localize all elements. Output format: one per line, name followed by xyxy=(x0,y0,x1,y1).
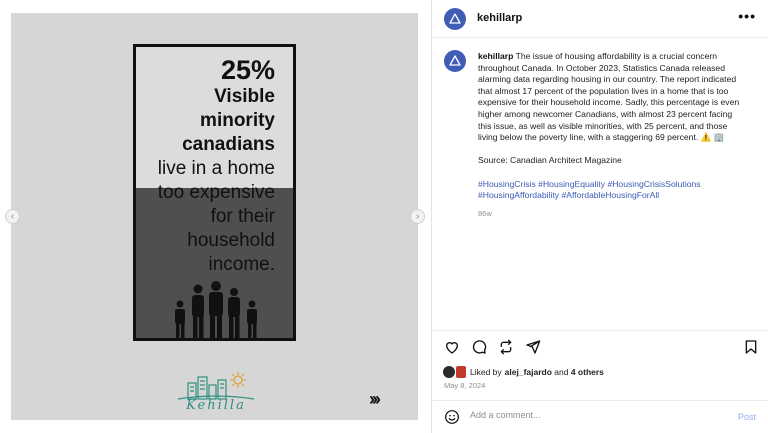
text-visible: Visible xyxy=(214,86,275,107)
percent-text: 25% xyxy=(220,55,275,85)
carousel-prev-button[interactable]: ‹ xyxy=(5,209,20,224)
logo-buildings-icon xyxy=(174,371,258,401)
liker-avatar[interactable] xyxy=(443,366,455,378)
comment-input[interactable] xyxy=(470,410,710,420)
send-icon[interactable] xyxy=(525,339,541,355)
likes-prefix: Liked by xyxy=(470,367,502,377)
emoji-icon[interactable] xyxy=(444,409,460,425)
caption-avatar[interactable] xyxy=(444,50,466,72)
logo-text: Kehilla xyxy=(186,398,246,413)
comment-bar xyxy=(432,400,768,433)
comment-icon[interactable] xyxy=(471,339,487,355)
triangle-icon xyxy=(448,54,462,68)
likes-middle: and xyxy=(551,367,571,377)
carousel-next-button[interactable]: › xyxy=(410,209,425,224)
caption-source: Source: Canadian Architect Magazine xyxy=(478,155,622,166)
kehilla-logo xyxy=(174,371,258,413)
text-live: live in a home xyxy=(157,158,275,179)
likes-user[interactable]: alej_fajardo xyxy=(504,367,552,377)
heart-icon[interactable] xyxy=(444,339,460,355)
infographic-text xyxy=(158,55,275,277)
more-options-icon[interactable]: ••• xyxy=(738,8,756,24)
text-canadians: canadians xyxy=(182,134,275,155)
avatar[interactable] xyxy=(444,8,466,30)
post-date[interactable]: May 8, 2024 xyxy=(444,381,486,390)
likes-others[interactable]: 4 others xyxy=(570,367,604,377)
next-chevrons-icon: ››› xyxy=(369,389,378,409)
bookmark-icon[interactable] xyxy=(743,339,759,355)
carousel-slide[interactable] xyxy=(11,13,418,420)
share-icon[interactable] xyxy=(498,339,514,355)
text-minority: minority xyxy=(200,110,275,131)
text-household: household xyxy=(187,230,275,251)
family-icon xyxy=(166,280,266,338)
action-bar xyxy=(432,330,768,362)
header-username[interactable]: kehillarp xyxy=(477,12,523,24)
post-comment-button[interactable]: Post xyxy=(737,412,756,422)
infographic-card xyxy=(133,44,296,341)
caption-section xyxy=(432,38,768,328)
caption-username[interactable]: kehillarp xyxy=(478,51,514,61)
text-for-their: for their xyxy=(210,206,275,227)
caption-age: 86w xyxy=(478,208,492,218)
triangle-icon xyxy=(448,12,462,26)
post-header xyxy=(432,0,768,38)
liker-avatar-2[interactable] xyxy=(456,366,466,378)
post-details-panel xyxy=(431,0,768,433)
likes-row xyxy=(443,365,604,379)
caption-text: The issue of housing affordability is a crucial concern throughout Canada. In October 2023, Statistics Canada released alarming data regarding housing in our country. The report indicated that almost 17 percent of the population lives in a home that is too expensive for their household income. Sadly, this percentage is even higher among newcomer Canadians, with almost 23 percent facing this issue, as well as visible minorities, with 25 percent, and those living below the poverty line, with a staggering 69 percent. ⚠️ 🏢 xyxy=(478,51,740,143)
caption-body xyxy=(478,51,744,219)
text-too-expensive: too expensive xyxy=(157,182,275,203)
caption-hashtags[interactable]: #HousingCrisis #HousingEquality #HousingCrisisSolutions #HousingAffordability #AffordableHousingForAll xyxy=(478,178,701,201)
text-income: income. xyxy=(208,254,275,275)
